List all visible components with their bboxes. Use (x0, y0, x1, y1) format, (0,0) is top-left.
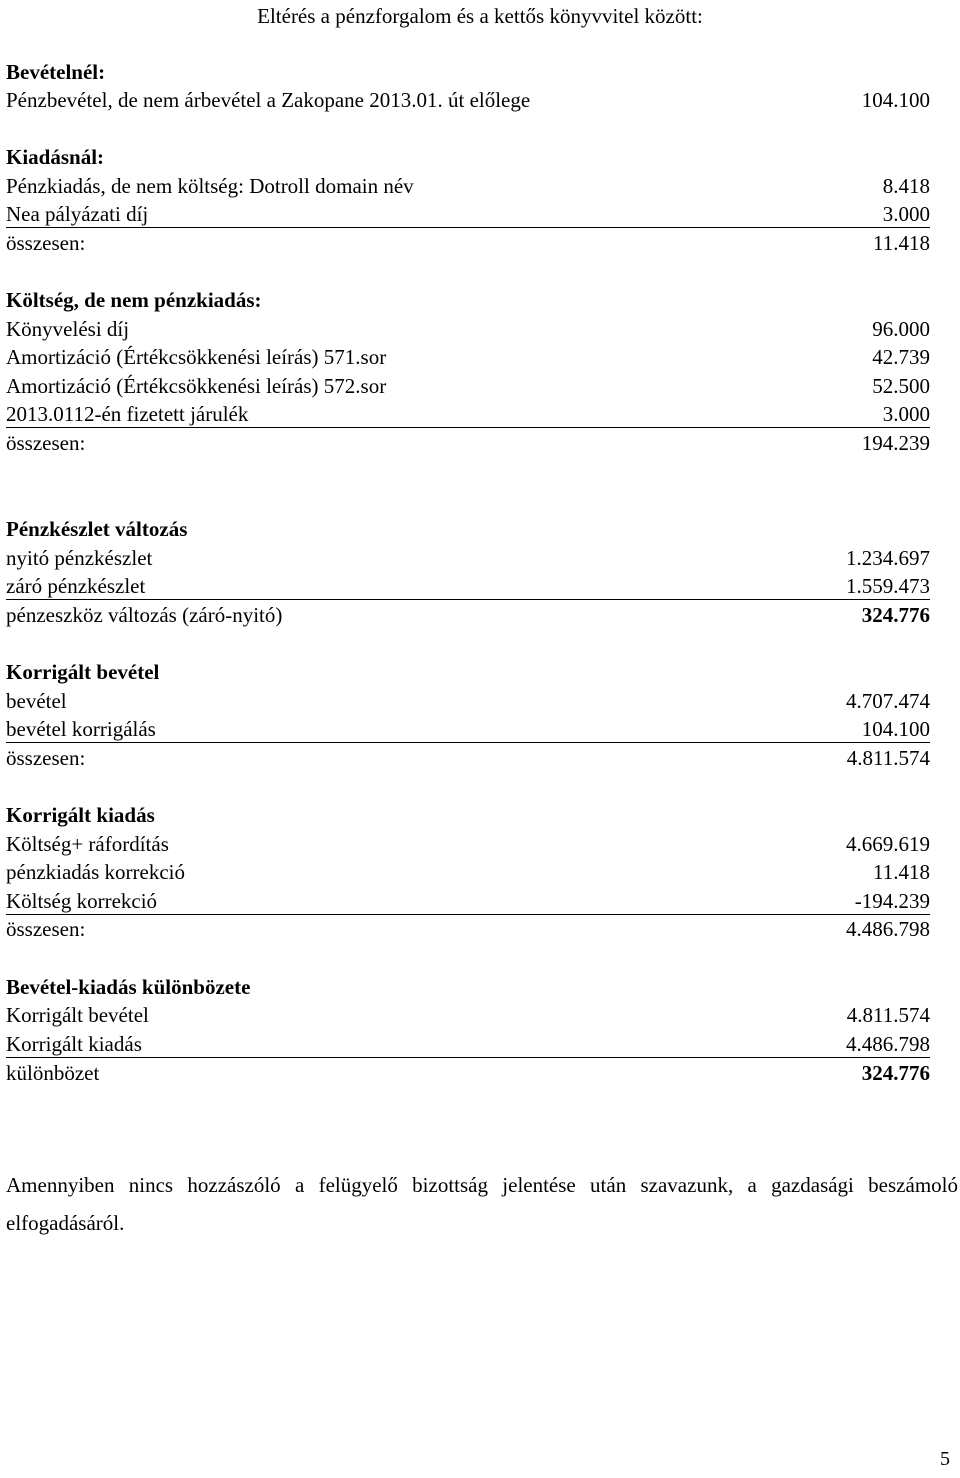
section-heading-bevetelnel: Bevételnél: (6, 60, 106, 84)
row-value: 11.418 (873, 860, 930, 884)
row-value: 96.000 (872, 317, 930, 341)
table-row (6, 401, 930, 428)
section-heading-kulonbozet: Bevétel-kiadás különbözete (6, 975, 251, 999)
row-value: 1.559.473 (846, 574, 930, 598)
row-label: Korrigált bevétel (6, 1003, 149, 1027)
row-label: Pénzkiadás, de nem költség: Dotroll domain név (6, 174, 414, 198)
total-label: pénzeszköz változás (záró-nyitó) (6, 603, 283, 627)
row-label: Nea pályázati díj (6, 202, 149, 226)
table-row (6, 1002, 930, 1028)
row-value: 4.486.798 (846, 1032, 930, 1056)
row-label: Könyvelési díj (6, 317, 130, 341)
table-row (6, 373, 930, 399)
table-row (6, 888, 930, 915)
row-label: nyitó pénzkészlet (6, 546, 153, 570)
row-label: Költség+ ráfordítás (6, 832, 169, 856)
table-row (6, 688, 930, 714)
row-label: záró pénzkészlet (6, 574, 146, 598)
section-heading-penzkeszlet: Pénzkészlet változás (6, 517, 188, 541)
row-label: Amortizáció (Értékcsökkenési leírás) 571.sor (6, 345, 387, 369)
table-row (6, 316, 930, 342)
total-value: 324.776 (861, 603, 930, 627)
total-label: különbözet (6, 1061, 100, 1085)
total-label: összesen: (6, 431, 86, 455)
total-value: 324.776 (861, 1061, 930, 1085)
row-value: 4.811.574 (846, 1003, 930, 1027)
total-row (6, 1060, 930, 1086)
row-value: -194.239 (854, 889, 930, 913)
total-label: összesen: (6, 917, 86, 941)
table-row (6, 859, 930, 885)
row-label: Pénzbevétel, de nem árbevétel a Zakopane 2013.01. út előlege (6, 88, 531, 112)
row-value: 8.418 (882, 174, 930, 198)
section-heading-kiadasnal: Kiadásnál: (6, 145, 105, 169)
row-value: 4.707.474 (846, 689, 930, 713)
row-label: bevétel korrigálás (6, 717, 156, 741)
row-label: pénzkiadás korrekció (6, 860, 186, 884)
table-row (6, 573, 930, 600)
page-title: Eltérés a pénzforgalom és a kettős könyvvitel között: (257, 4, 703, 28)
row-value: 52.500 (872, 374, 930, 398)
total-row (6, 230, 930, 256)
total-row (6, 916, 930, 942)
section-heading-korrigalt-bevetel: Korrigált bevétel (6, 660, 160, 684)
total-label: összesen: (6, 746, 86, 770)
total-value: 11.418 (873, 231, 930, 255)
row-label: Amortizáció (Értékcsökkenési leírás) 572.sor (6, 374, 387, 398)
table-row (6, 87, 930, 113)
row-value: 42.739 (872, 345, 930, 369)
row-label: Korrigált kiadás (6, 1032, 142, 1056)
total-label: összesen: (6, 231, 86, 255)
row-value: 104.100 (861, 717, 930, 741)
total-row (6, 430, 930, 456)
section-heading-korrigalt-kiadas: Korrigált kiadás (6, 803, 155, 827)
total-value: 4.811.574 (846, 746, 930, 770)
table-row (6, 1031, 930, 1058)
table-row (6, 545, 930, 571)
row-value: 3.000 (882, 202, 930, 226)
table-row (6, 716, 930, 743)
total-value: 194.239 (861, 431, 930, 455)
total-value: 4.486.798 (846, 917, 930, 941)
row-value: 3.000 (882, 402, 930, 426)
row-value: 1.234.697 (846, 546, 930, 570)
table-row (6, 173, 930, 199)
closing-paragraph: Amennyiben nincs hozzászóló a felügyelő bizottság jelentése után szavazunk, a gazdasági beszámoló elfogadásáról. (6, 1173, 958, 1235)
row-label: bevétel (6, 689, 67, 713)
table-row (6, 831, 930, 857)
section-heading-koltseg: Költség, de nem pénzkiadás: (6, 288, 262, 312)
table-row (6, 201, 930, 228)
page-number: 5 (940, 1448, 950, 1470)
total-row (6, 602, 930, 628)
table-row (6, 344, 930, 370)
row-label: Költség korrekció (6, 889, 158, 913)
row-value: 4.669.619 (846, 832, 930, 856)
row-value: 104.100 (861, 88, 930, 112)
total-row (6, 745, 930, 771)
row-label: 2013.0112-én fizetett járulék (6, 402, 249, 426)
